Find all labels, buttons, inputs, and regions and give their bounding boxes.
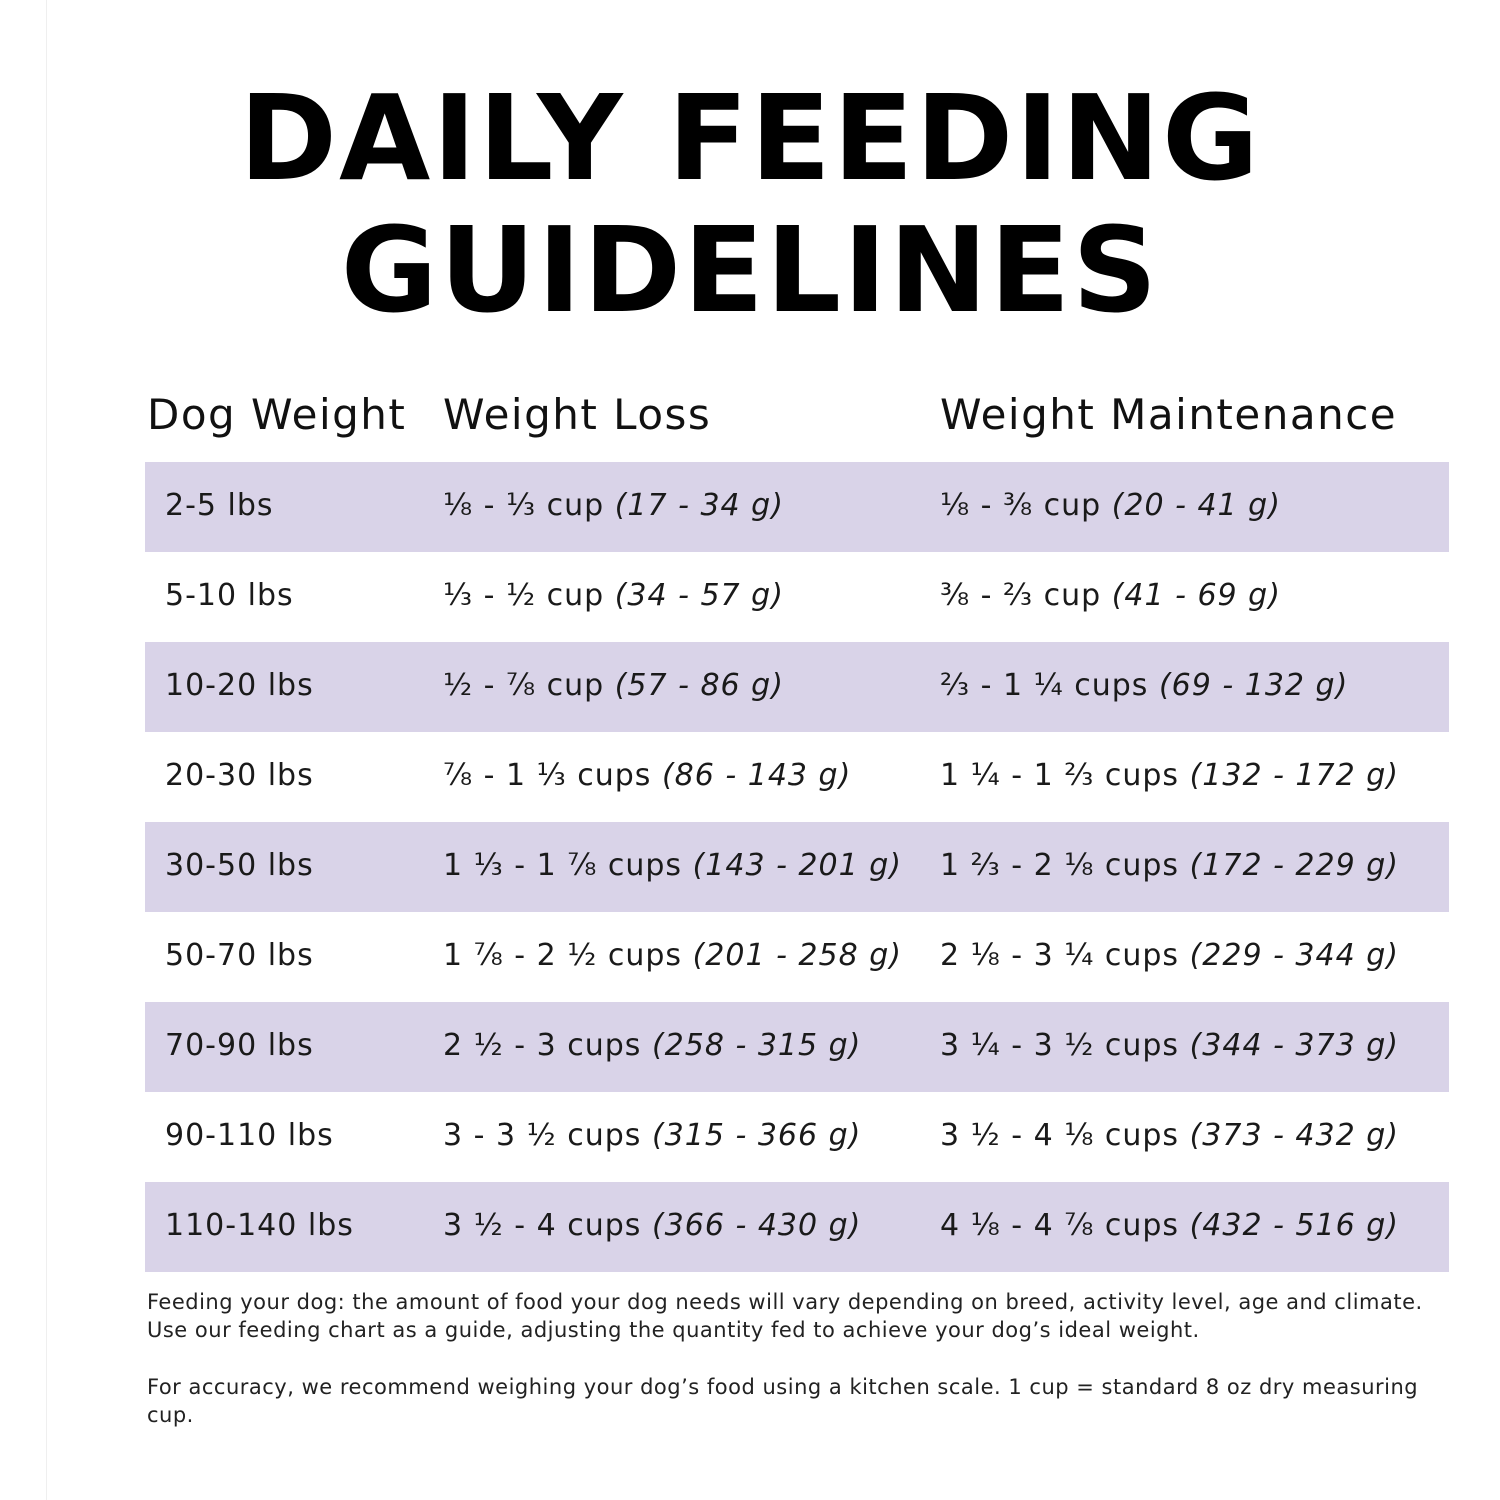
maintenance-cell: [940, 1208, 1399, 1243]
maintenance-cups: ⅔ - 1 ¼ cups: [940, 668, 1149, 703]
header-dog-weight: Dog Weight: [147, 390, 407, 439]
loss-grams: (17 - 34 g): [614, 488, 784, 523]
loss-cups: 1 ⅞ - 2 ½ cups: [443, 938, 683, 973]
maintenance-grams: (172 - 229 g): [1189, 848, 1399, 883]
loss-cell: [443, 578, 784, 613]
table-row: [145, 462, 1449, 552]
note-accuracy: For accuracy, we recommend weighing your dog’s food using a kitchen scale. 1 cup = standard 8 oz dry measuring cup.: [147, 1375, 1419, 1427]
loss-cell: [443, 848, 902, 883]
table-row: [145, 552, 1449, 642]
weight-cell: 90-110 lbs: [165, 1118, 334, 1153]
maintenance-cups: ⅜ - ⅔ cup: [940, 578, 1102, 613]
loss-grams: (258 - 315 g): [651, 1028, 862, 1063]
maintenance-grams: (229 - 344 g): [1189, 938, 1399, 973]
table-row: [145, 642, 1449, 732]
table-row: [145, 1182, 1449, 1272]
table-row: [145, 912, 1449, 1002]
weight-cell: 110-140 lbs: [165, 1208, 354, 1243]
loss-grams: (57 - 86 g): [614, 668, 784, 703]
loss-grams: (143 - 201 g): [692, 848, 902, 883]
feeding-notes: [147, 1288, 1437, 1458]
maintenance-grams: (41 - 69 g): [1111, 578, 1281, 613]
note-feeding-variation: Feeding your dog: the amount of food your dog needs will vary depending on breed, activity level, age and climate. Use our feeding chart as a guide, adjusting the quantity fed to achieve your dog’s ideal weight.: [147, 1290, 1423, 1342]
loss-cups: 3 ½ - 4 cups: [443, 1208, 642, 1243]
table-row: [145, 732, 1449, 822]
maintenance-cups: 3 ¼ - 3 ½ cups: [940, 1028, 1180, 1063]
loss-cell: [443, 938, 902, 973]
table-row: [145, 822, 1449, 912]
maintenance-cell: [940, 578, 1281, 613]
loss-cups: 2 ½ - 3 cups: [443, 1028, 642, 1063]
maintenance-cups: 1 ⅔ - 2 ⅛ cups: [940, 848, 1180, 883]
header-weight-maintenance: Weight Maintenance: [940, 390, 1398, 439]
loss-cell: [443, 1208, 861, 1243]
title-line-2: GUIDELINES: [340, 201, 1160, 339]
maintenance-cell: [940, 488, 1281, 523]
loss-cups: ⅛ - ⅓ cup: [443, 488, 605, 523]
weight-cell: 20-30 lbs: [165, 758, 314, 793]
loss-grams: (34 - 57 g): [614, 578, 784, 613]
weight-cell: 5-10 lbs: [165, 578, 294, 613]
weight-cell: 70-90 lbs: [165, 1028, 314, 1063]
weight-cell: 30-50 lbs: [165, 848, 314, 883]
maintenance-grams: (69 - 132 g): [1158, 668, 1349, 703]
loss-cups: 1 ⅓ - 1 ⅞ cups: [443, 848, 683, 883]
maintenance-grams: (432 - 516 g): [1189, 1208, 1399, 1243]
weight-cell: 50-70 lbs: [165, 938, 314, 973]
page-title: [0, 69, 1500, 339]
maintenance-cups: 4 ⅛ - 4 ⅞ cups: [940, 1208, 1180, 1243]
maintenance-grams: (20 - 41 g): [1111, 488, 1281, 523]
maintenance-cell: [940, 938, 1399, 973]
table-row: [145, 1002, 1449, 1092]
loss-cell: [443, 488, 784, 523]
maintenance-cups: 1 ¼ - 1 ⅔ cups: [940, 758, 1180, 793]
maintenance-cell: [940, 758, 1399, 793]
loss-cups: 3 - 3 ½ cups: [443, 1118, 642, 1153]
loss-grams: (201 - 258 g): [692, 938, 902, 973]
loss-cell: [443, 1028, 861, 1063]
maintenance-grams: (373 - 432 g): [1189, 1118, 1399, 1153]
table-row: [145, 1092, 1449, 1182]
title-line-1: DAILY FEEDING: [239, 69, 1261, 207]
loss-cell: [443, 668, 784, 703]
loss-cell: [443, 1118, 861, 1153]
maintenance-cups: 2 ⅛ - 3 ¼ cups: [940, 938, 1180, 973]
maintenance-cell: [940, 1118, 1399, 1153]
weight-cell: 10-20 lbs: [165, 668, 314, 703]
maintenance-cups: ⅛ - ⅜ cup: [940, 488, 1102, 523]
loss-cups: ½ - ⅞ cup: [443, 668, 605, 703]
feeding-table: [145, 370, 1449, 1272]
weight-cell: 2-5 lbs: [165, 488, 274, 523]
loss-grams: (315 - 366 g): [651, 1118, 862, 1153]
loss-cups: ⅓ - ½ cup: [443, 578, 605, 613]
table-header-row: [145, 370, 1449, 462]
maintenance-grams: (344 - 373 g): [1189, 1028, 1399, 1063]
maintenance-cell: [940, 848, 1399, 883]
header-weight-loss: Weight Loss: [443, 390, 712, 439]
maintenance-cell: [940, 668, 1348, 703]
maintenance-cups: 3 ½ - 4 ⅛ cups: [940, 1118, 1180, 1153]
loss-grams: (366 - 430 g): [651, 1208, 862, 1243]
maintenance-grams: (132 - 172 g): [1189, 758, 1399, 793]
loss-cell: [443, 758, 851, 793]
loss-grams: (86 - 143 g): [661, 758, 852, 793]
maintenance-cell: [940, 1028, 1399, 1063]
loss-cups: ⅞ - 1 ⅓ cups: [443, 758, 652, 793]
